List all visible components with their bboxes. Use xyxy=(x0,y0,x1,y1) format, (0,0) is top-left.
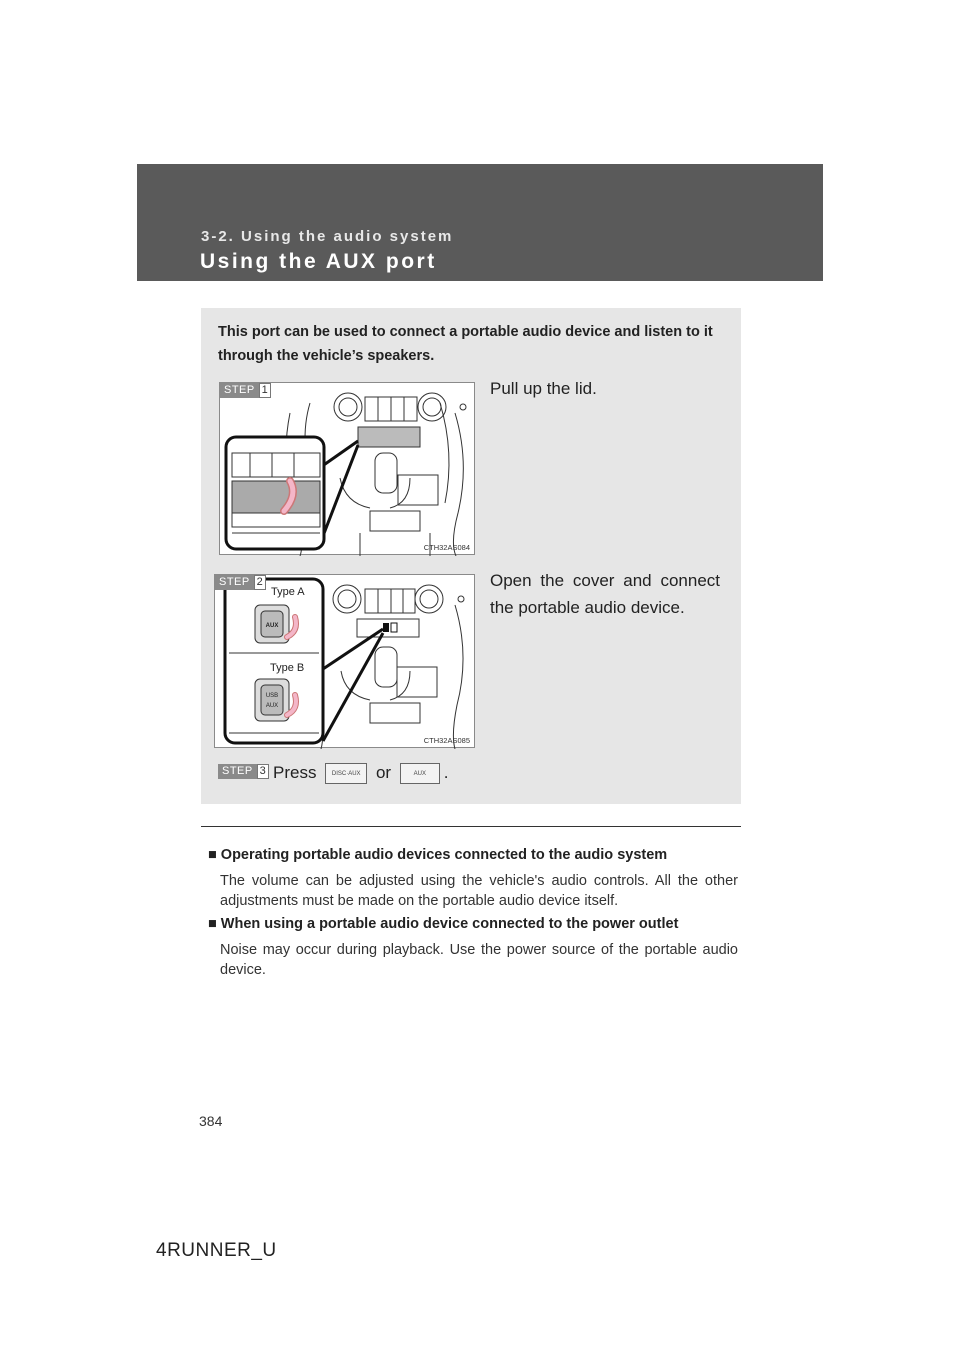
note-body: Noise may occur during playback. Use the power source of the portable audio device. xyxy=(220,942,738,978)
section-divider xyxy=(201,826,741,827)
type-b-label: Type B xyxy=(270,662,305,674)
note-heading xyxy=(208,845,738,865)
step1-text: Pull up the lid. xyxy=(490,379,597,398)
step2-figure xyxy=(214,574,475,748)
note-2 xyxy=(208,914,738,980)
document-code: 4RUNNER_U xyxy=(156,1240,277,1261)
step2-badge xyxy=(215,575,266,590)
note-1 xyxy=(208,845,738,911)
figure-code: CTH32AS085 xyxy=(423,736,470,745)
step-label: STEP xyxy=(220,383,259,398)
step-number: 1 xyxy=(259,383,271,398)
page-number: 384 xyxy=(199,1113,223,1129)
page-title: Using the AUX port xyxy=(200,250,437,273)
aux-port-label-b: AUX xyxy=(265,703,279,709)
aux-port-illustration xyxy=(215,575,476,749)
section-label: 3-2. Using the audio system xyxy=(201,228,454,245)
instruction-panel xyxy=(201,308,741,804)
note-heading-text: When using a portable audio device connected to the power outlet xyxy=(220,916,679,932)
note-body: The volume can be adjusted using the vehicle's audio controls. All the other adjustments must be made on the portable audio device itself. xyxy=(220,873,738,909)
aux-port-label: AUX xyxy=(265,623,279,629)
chapter-header xyxy=(137,164,823,281)
note-heading-text: Operating portable audio devices connected to the audio system xyxy=(220,847,668,863)
step-number: 2 xyxy=(254,575,266,590)
aux-button-icon: AUX xyxy=(400,763,440,784)
step2-text: Open the cover and connect the portable audio device. xyxy=(490,571,720,617)
step3-text xyxy=(273,759,449,786)
step-number: 3 xyxy=(257,764,269,779)
step1-badge xyxy=(220,383,271,398)
square-bullet-icon: ■ xyxy=(208,847,217,863)
step3-badge xyxy=(218,764,269,779)
console-lid-illustration xyxy=(220,383,476,556)
intro-text: This port can be used to connect a portable audio device and listen to it through the vehicle’s speakers. xyxy=(218,324,713,364)
disc-aux-button-icon: DISC·AUX xyxy=(325,763,367,784)
step1-figure xyxy=(219,382,475,555)
type-a-label: Type A xyxy=(271,586,305,598)
note-heading xyxy=(208,914,738,934)
square-bullet-icon: ■ xyxy=(208,916,217,932)
step-label: STEP xyxy=(218,764,257,779)
step-label: STEP xyxy=(215,575,254,590)
period: . xyxy=(443,763,449,782)
or-word: or xyxy=(375,763,392,782)
press-word: Press xyxy=(273,763,317,782)
usb-port-label: USB xyxy=(265,693,279,699)
figure-code: CTH32AS084 xyxy=(423,543,470,552)
